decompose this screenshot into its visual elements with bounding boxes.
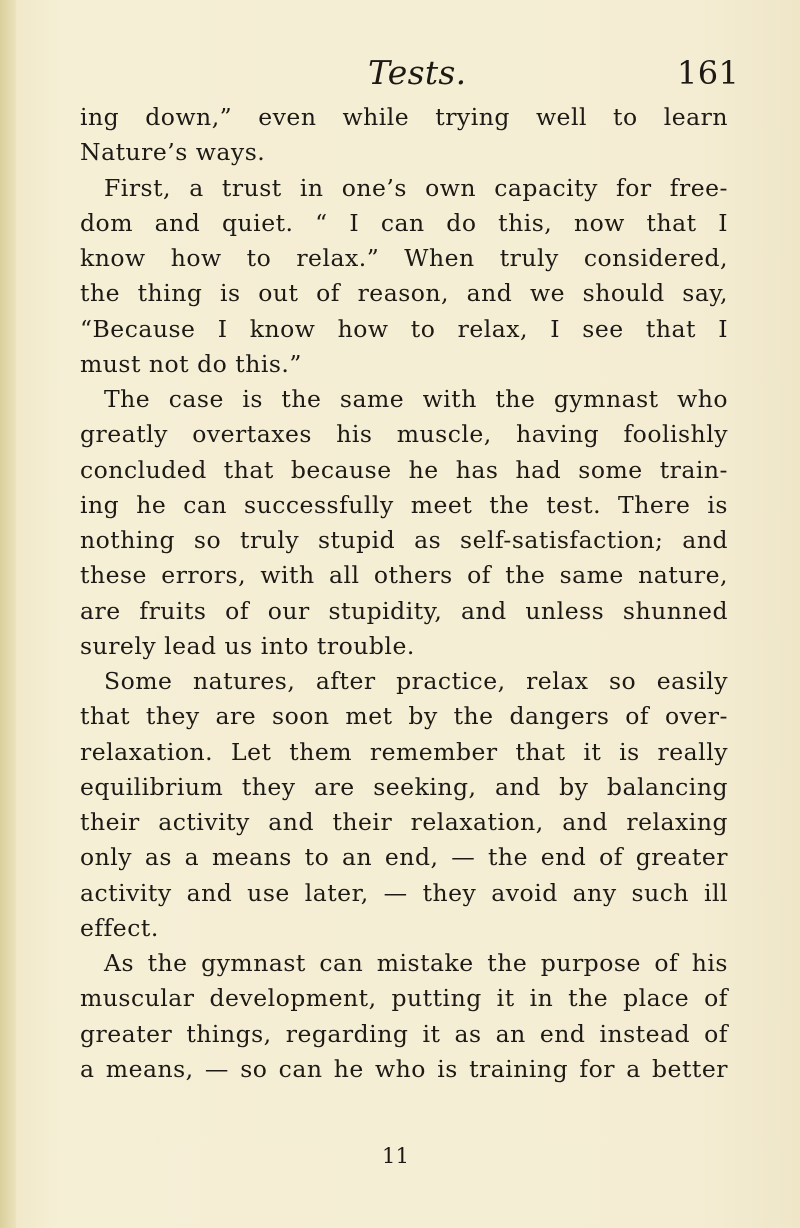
text-line: greatly overtaxes his muscle, having foolishly xyxy=(80,420,728,449)
text-line: equilibrium they are seeking, and by balancing xyxy=(80,772,728,801)
text-line: concluded that because he has had some train- xyxy=(80,455,728,484)
text-line: muscular development, putting it in the place of xyxy=(80,984,728,1013)
text-line: Nature’s ways. xyxy=(80,138,266,167)
body-text xyxy=(80,100,728,1087)
page-gutter-edge xyxy=(0,0,16,1228)
text-line: “Because I know how to relax, I see that I xyxy=(80,314,728,343)
running-head xyxy=(0,50,800,106)
text-line: activity and use later, — they avoid any such ill xyxy=(80,878,728,907)
text-line: these errors, with all others of the same nature, xyxy=(80,561,728,590)
text-line: ing he can successfully meet the test. There is xyxy=(80,490,728,519)
text-line: Some natures, after practice, relax so easily xyxy=(104,667,728,695)
text-line: know how to relax.” When truly considered, xyxy=(80,244,728,272)
text-line: that they are soon met by the dangers of over- xyxy=(80,702,728,731)
text-line: effect. xyxy=(80,913,159,942)
text-line: their activity and their relaxation, and relaxing xyxy=(80,808,728,836)
text-line: a means, — so can he who is training for a better xyxy=(80,1054,728,1083)
text-line: are fruits of our stupidity, and unless shunned xyxy=(80,596,728,625)
text-line: relaxation. Let them remember that it is really xyxy=(80,737,728,766)
text-line: the thing is out of reason, and we should say, xyxy=(80,279,728,308)
text-line: As the gymnast can mistake the purpose of his xyxy=(104,949,728,977)
text-line: The case is the same with the gymnast who xyxy=(104,385,728,413)
text-line: surely lead us into trouble. xyxy=(80,631,415,660)
text-line: nothing so truly stupid as self-satisfaction; and xyxy=(80,526,728,554)
text-line: ing down,” even while trying well to learn xyxy=(80,103,728,131)
text-line: must not do this.” xyxy=(80,349,302,378)
text-line: greater things, regarding it as an end instead of xyxy=(80,1019,728,1048)
page-number: 161 xyxy=(677,54,740,92)
text-line: only as a means to an end, — the end of greater xyxy=(80,843,728,872)
text-line: First, a trust in one’s own capacity for free- xyxy=(104,173,728,202)
signature-mark: 11 xyxy=(382,1144,410,1168)
text-line: dom and quiet. “ I can do this, now that I xyxy=(80,208,728,237)
running-title: Tests. xyxy=(368,53,467,92)
